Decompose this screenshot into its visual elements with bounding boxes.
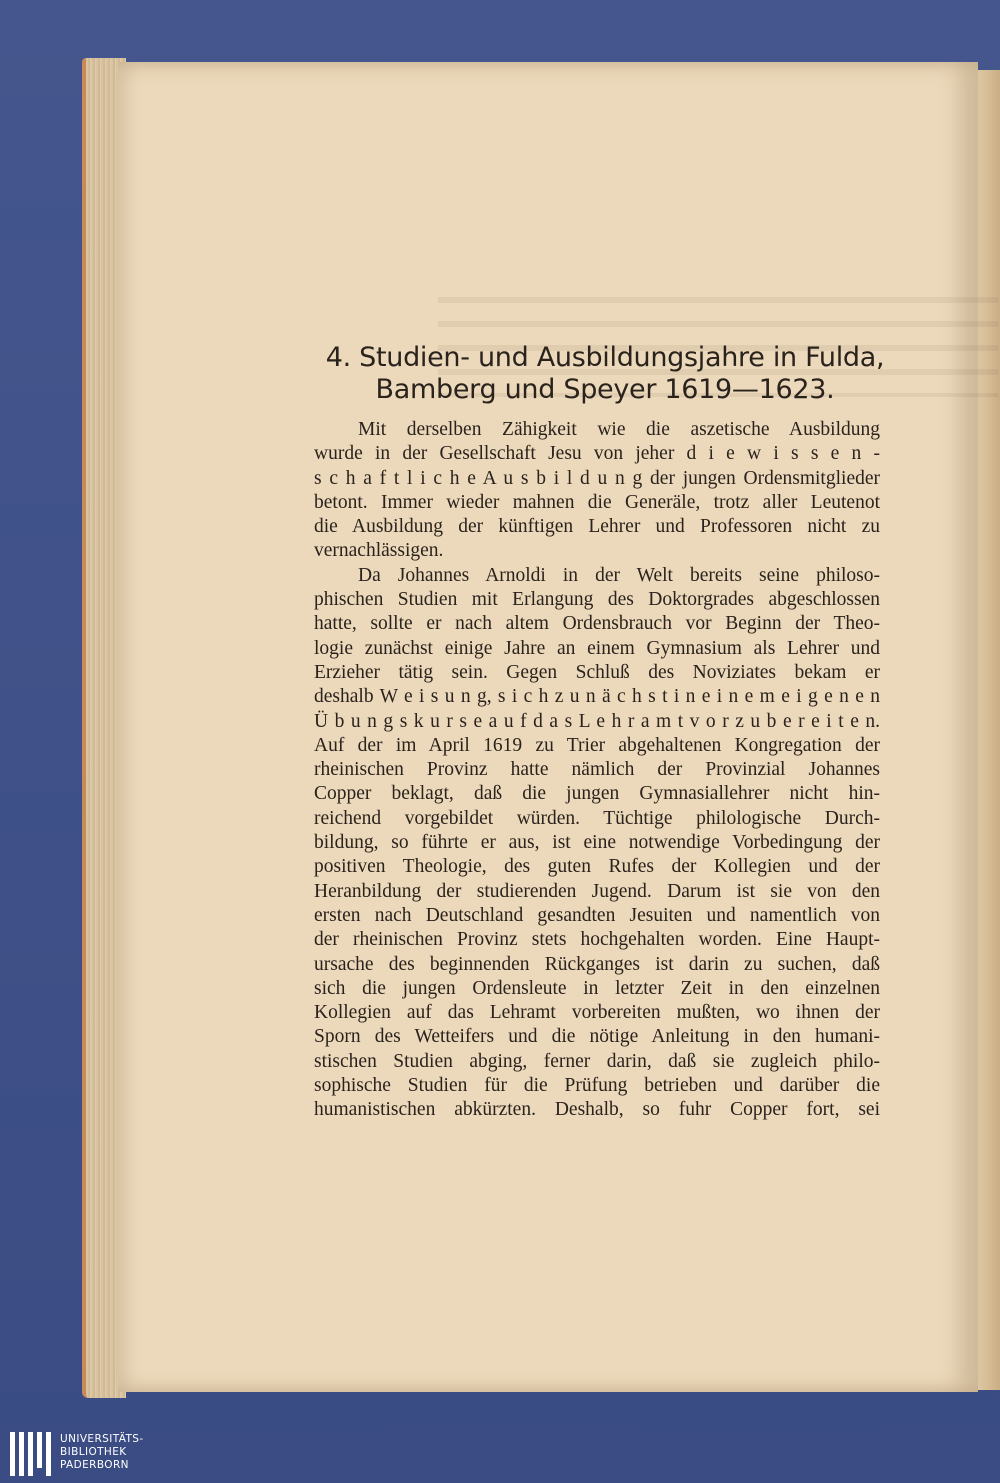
chapter-title: [300, 342, 910, 406]
paragraph: [314, 418, 880, 564]
text-line: s c h a f t l i c h e A u s b i l d u n g der jungen Ordensmitglieder: [314, 467, 880, 489]
text-line: Sporn des Wetteifers und die nötige Anleitung in den humani-: [314, 1026, 880, 1048]
text-line: phischen Studien mit Erlangung des Doktorgrades abgeschlossen: [314, 589, 880, 611]
text-line: der rheinischen Provinz stets hochgehalten worden. Eine Haupt-: [314, 929, 880, 951]
text-line: Heranbildung der studierenden Jugend. Darum ist sie von den: [314, 880, 880, 902]
text-line: positiven Theologie, des guten Rufes der Kollegien und der: [314, 856, 880, 878]
text-line: logie zunächst einige Jahre an einem Gymnasium als Lehrer und: [314, 637, 880, 659]
body-text: [314, 418, 880, 1123]
text-line: sophische Studien für die Prüfung betrieben und darüber die: [314, 1075, 880, 1097]
text-line: stischen Studien abging, ferner darin, daß sie zugleich philo-: [314, 1050, 880, 1072]
library-logo-text: [60, 1433, 144, 1472]
text-line: humanistischen abkürzten. Deshalb, so fuhr Copper fort, sei: [314, 1099, 880, 1121]
library-logo-icon: [10, 1432, 52, 1476]
text-line: ersten nach Deutschland gesandten Jesuiten und namentlich von: [314, 904, 880, 926]
text-line: hatte, sollte er nach altem Ordensbrauch vor Beginn der Theo-: [314, 613, 880, 635]
text-line: ursache des beginnenden Rückganges ist darin zu suchen, daß: [314, 953, 880, 975]
text-line: Kollegien auf das Lehramt vorbereiten mußten, wo ihnen der: [314, 1002, 880, 1024]
text-line: Da Johannes Arnoldi in der Welt bereits seine philoso-: [358, 564, 880, 586]
text-line: reichend vorgebildet würden. Tüchtige philologische Durch-: [314, 807, 880, 829]
text-line: bildung, so führte er aus, ist eine notwendige Vorbedingung der: [314, 832, 880, 854]
text-line: deshalb W e i s u n g, s i c h z u n ä c h s t i n e i n e m e i g e n e n: [314, 686, 880, 708]
text-line: rheinischen Provinz hatte nämlich der Provinzial Johannes: [314, 759, 880, 781]
chapter-title-line: 4. Studien- und Ausbildungsjahre in Fulda,: [325, 342, 885, 373]
text-line: wurde in der Gesellschaft Jesu von jeher d i e w i s s e n -: [314, 443, 880, 465]
text-line: vernachlässigen.: [314, 540, 444, 562]
chapter-title-line: Bamberg und Speyer 1619—1623.: [375, 374, 835, 405]
paragraph: [314, 564, 880, 1123]
logo-line: BIBLIOTHEK: [60, 1446, 127, 1458]
logo-line: PADERBORN: [60, 1459, 129, 1471]
text-line: Auf der im April 1619 zu Trier abgehaltenen Kongregation der: [314, 734, 880, 756]
text-line: Mit derselben Zähigkeit wie die aszetische Ausbildung: [358, 419, 880, 440]
text-line: betont. Immer wieder mahnen die Generäle, trotz aller Leutenot: [314, 491, 880, 513]
library-logo: [8, 1430, 158, 1478]
text-line: sich die jungen Ordensleute in letzter Zeit in den einzelnen: [314, 977, 880, 999]
text-line: Ü b u n g s k u r s e a u f d a s L e h r a m t v o r z u b e r e i t e n.: [314, 710, 880, 732]
text-line: die Ausbildung der künftigen Lehrer und Professoren nicht zu: [314, 516, 880, 538]
logo-line: UNIVERSITÄTS-: [60, 1433, 144, 1445]
text-line: Copper beklagt, daß die jungen Gymnasiallehrer nicht hin-: [314, 783, 880, 805]
text-line: Erzieher tätig sein. Gegen Schluß des Noviziates bekam er: [314, 661, 880, 683]
